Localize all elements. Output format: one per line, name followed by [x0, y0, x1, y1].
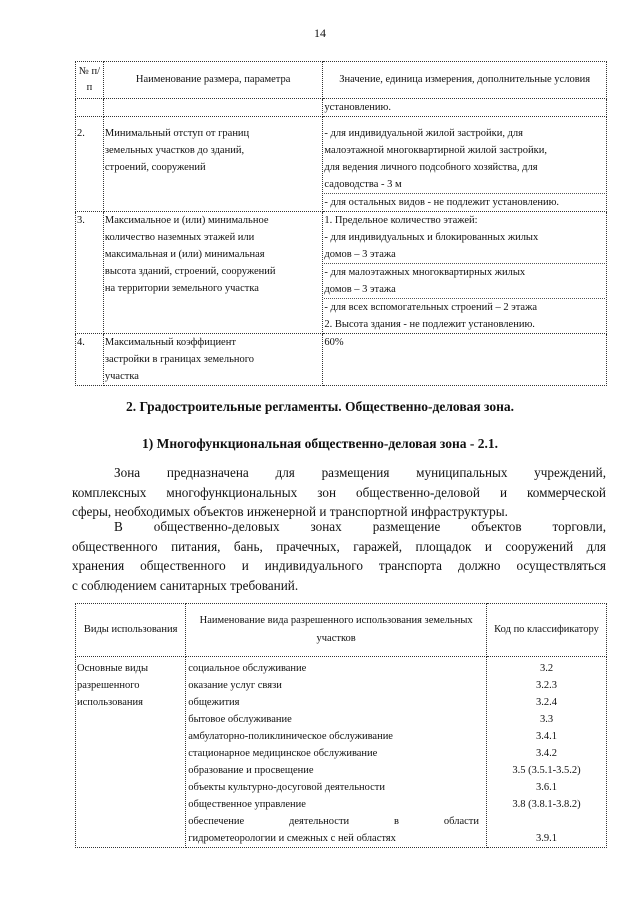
cell-line: - для индивидуальных и блокированных жилых — [324, 232, 539, 243]
classifier-code — [488, 813, 605, 830]
use-item: образование и просвещение — [188, 765, 314, 776]
header-use-name: Наименование вида разрешенного использования земельных участков — [186, 604, 487, 657]
use-item: общественное управление — [188, 799, 306, 810]
parameters-table — [75, 61, 607, 386]
row-number: 4. — [76, 334, 104, 386]
classifier-code: 3.3 — [539, 714, 554, 725]
subsection-heading: 1) Многофункциональная общественно-деловая зона - 2.1. — [141, 436, 499, 451]
paragraph-line: хранения общественного и индивидуального транспорта должно осуществляться — [72, 558, 606, 573]
cell-line: 2. Высота здания - не подлежит установлению. — [324, 319, 535, 330]
paragraph-line: Зона предназначена для размещения муниципальных учреждений, — [114, 465, 606, 480]
classifier-code: 3.4.1 — [536, 731, 557, 742]
table-row — [76, 212, 607, 334]
paragraph-line: общественного питания, бань, прачечных, гаражей, площадок и сооружений для — [72, 538, 606, 554]
use-item: бытовое обслуживание — [188, 714, 292, 725]
cell-line: 1. Предельное количество этажей: — [324, 215, 478, 226]
page-number: 14 — [314, 26, 326, 40]
header-name: Наименование размера, параметра — [103, 62, 323, 99]
classifier-code: 3.4.2 — [536, 748, 557, 759]
use-item: оказание услуг связи — [188, 680, 282, 691]
cell-line: садоводства - 3 м — [324, 176, 605, 194]
classifier-code: 3.5 (3.5.1-3.5.2) — [512, 765, 581, 776]
table-header-row — [76, 604, 607, 657]
table-cell — [103, 99, 323, 117]
paragraph-line: В общественно-деловых зонах размещение объектов торговли, — [114, 519, 606, 534]
classifier-code: 3.8 (3.8.1-3.8.2) — [512, 799, 581, 810]
zone-description — [72, 463, 606, 522]
use-category: Основные виды разрешенного использования — [76, 657, 186, 848]
code-list — [487, 657, 607, 848]
header-classifier-code: Код по классификатору — [487, 604, 607, 657]
cell-line: - для всех вспомогательных строений – 2 этажа — [324, 302, 538, 313]
header-use-type: Виды использования — [76, 604, 186, 657]
cell-line: земельных участков до зданий, — [104, 145, 245, 156]
cell-line: количество наземных этажей или — [104, 232, 255, 243]
table-cell — [323, 334, 607, 386]
paragraph-line: с соблюдением санитарных требований. — [72, 577, 299, 593]
cell-line: - для малоэтажных многоквартирных жилых — [324, 267, 526, 278]
table-cell — [103, 334, 323, 386]
zone-requirements — [72, 517, 606, 595]
paragraph-line: комплексных многофункциональных зон общественно-деловой и коммерческой — [72, 484, 606, 500]
cell-line: застройки в границах земельного — [104, 354, 255, 365]
permitted-use-table — [75, 603, 607, 848]
cell-line: максимальная и (или) минимальная — [104, 249, 265, 260]
cell-line: - для индивидуальной жилой застройки, для — [324, 128, 523, 139]
cell-line: строений, сооружений — [104, 162, 206, 173]
section-heading: 2. Градостроительные регламенты. Общественно-деловая зона. — [125, 399, 515, 414]
classifier-code: 3.2 — [539, 663, 554, 674]
classifier-code: 3.2.4 — [536, 697, 557, 708]
cell-line: высота зданий, строений, сооружений — [104, 266, 276, 277]
use-item: обеспечение деятельности в области — [188, 816, 480, 827]
classifier-code: 3.2.3 — [536, 680, 557, 691]
header-value: Значение, единица измерения, дополнительные условия — [323, 62, 607, 99]
cell-line: - для остальных видов - не подлежит установлению. — [324, 197, 560, 208]
table-header-row — [76, 62, 607, 99]
classifier-code: 3.9.1 — [536, 833, 557, 844]
row-number: 2. — [76, 117, 104, 212]
use-item: социальное обслуживание — [188, 663, 307, 674]
table-cell — [323, 99, 607, 117]
cell-line: Максимальный коэффициент — [104, 337, 236, 348]
cell-line: 60% — [324, 337, 344, 348]
use-item: объекты культурно-досуговой деятельности — [188, 782, 385, 793]
cell-line: для ведения личного подсобного хозяйства, для — [324, 162, 538, 173]
use-item: общежития — [188, 697, 240, 708]
table-cell — [76, 99, 104, 117]
header-num: № п/п — [76, 62, 104, 99]
use-item: стационарное медицинское обслуживание — [188, 748, 378, 759]
cell-line: на территории земельного участка — [104, 283, 259, 294]
table-row — [76, 117, 607, 212]
cell-line: Максимальное и (или) минимальное — [104, 215, 269, 226]
table-row — [76, 334, 607, 386]
table-cell — [323, 117, 607, 212]
table-row — [76, 657, 607, 848]
cell-line: домов – 3 этажа — [324, 246, 605, 264]
cell-line: малоэтажной многоквартирной жилой застройки, — [324, 145, 547, 156]
cell-line: Минимальный отступ от границ — [104, 128, 250, 139]
cell-line: участка — [104, 371, 139, 382]
table-cell — [103, 117, 323, 212]
cell-line: домов – 3 этажа — [324, 281, 605, 299]
table-cell — [323, 212, 607, 334]
use-list — [186, 657, 487, 848]
row-number: 3. — [76, 212, 104, 334]
table-row — [76, 99, 607, 117]
table-cell — [103, 212, 323, 334]
cell-line: установлению. — [324, 102, 392, 113]
classifier-code: 3.6.1 — [536, 782, 557, 793]
use-item: амбулаторно-поликлиническое обслуживание — [188, 731, 393, 742]
use-item-continuation: гидрометеорологии и смежных с ней областях — [188, 833, 396, 844]
paragraph-line: сферы, необходимых объектов инженерной и транспортной инфраструктуры. — [72, 504, 508, 519]
